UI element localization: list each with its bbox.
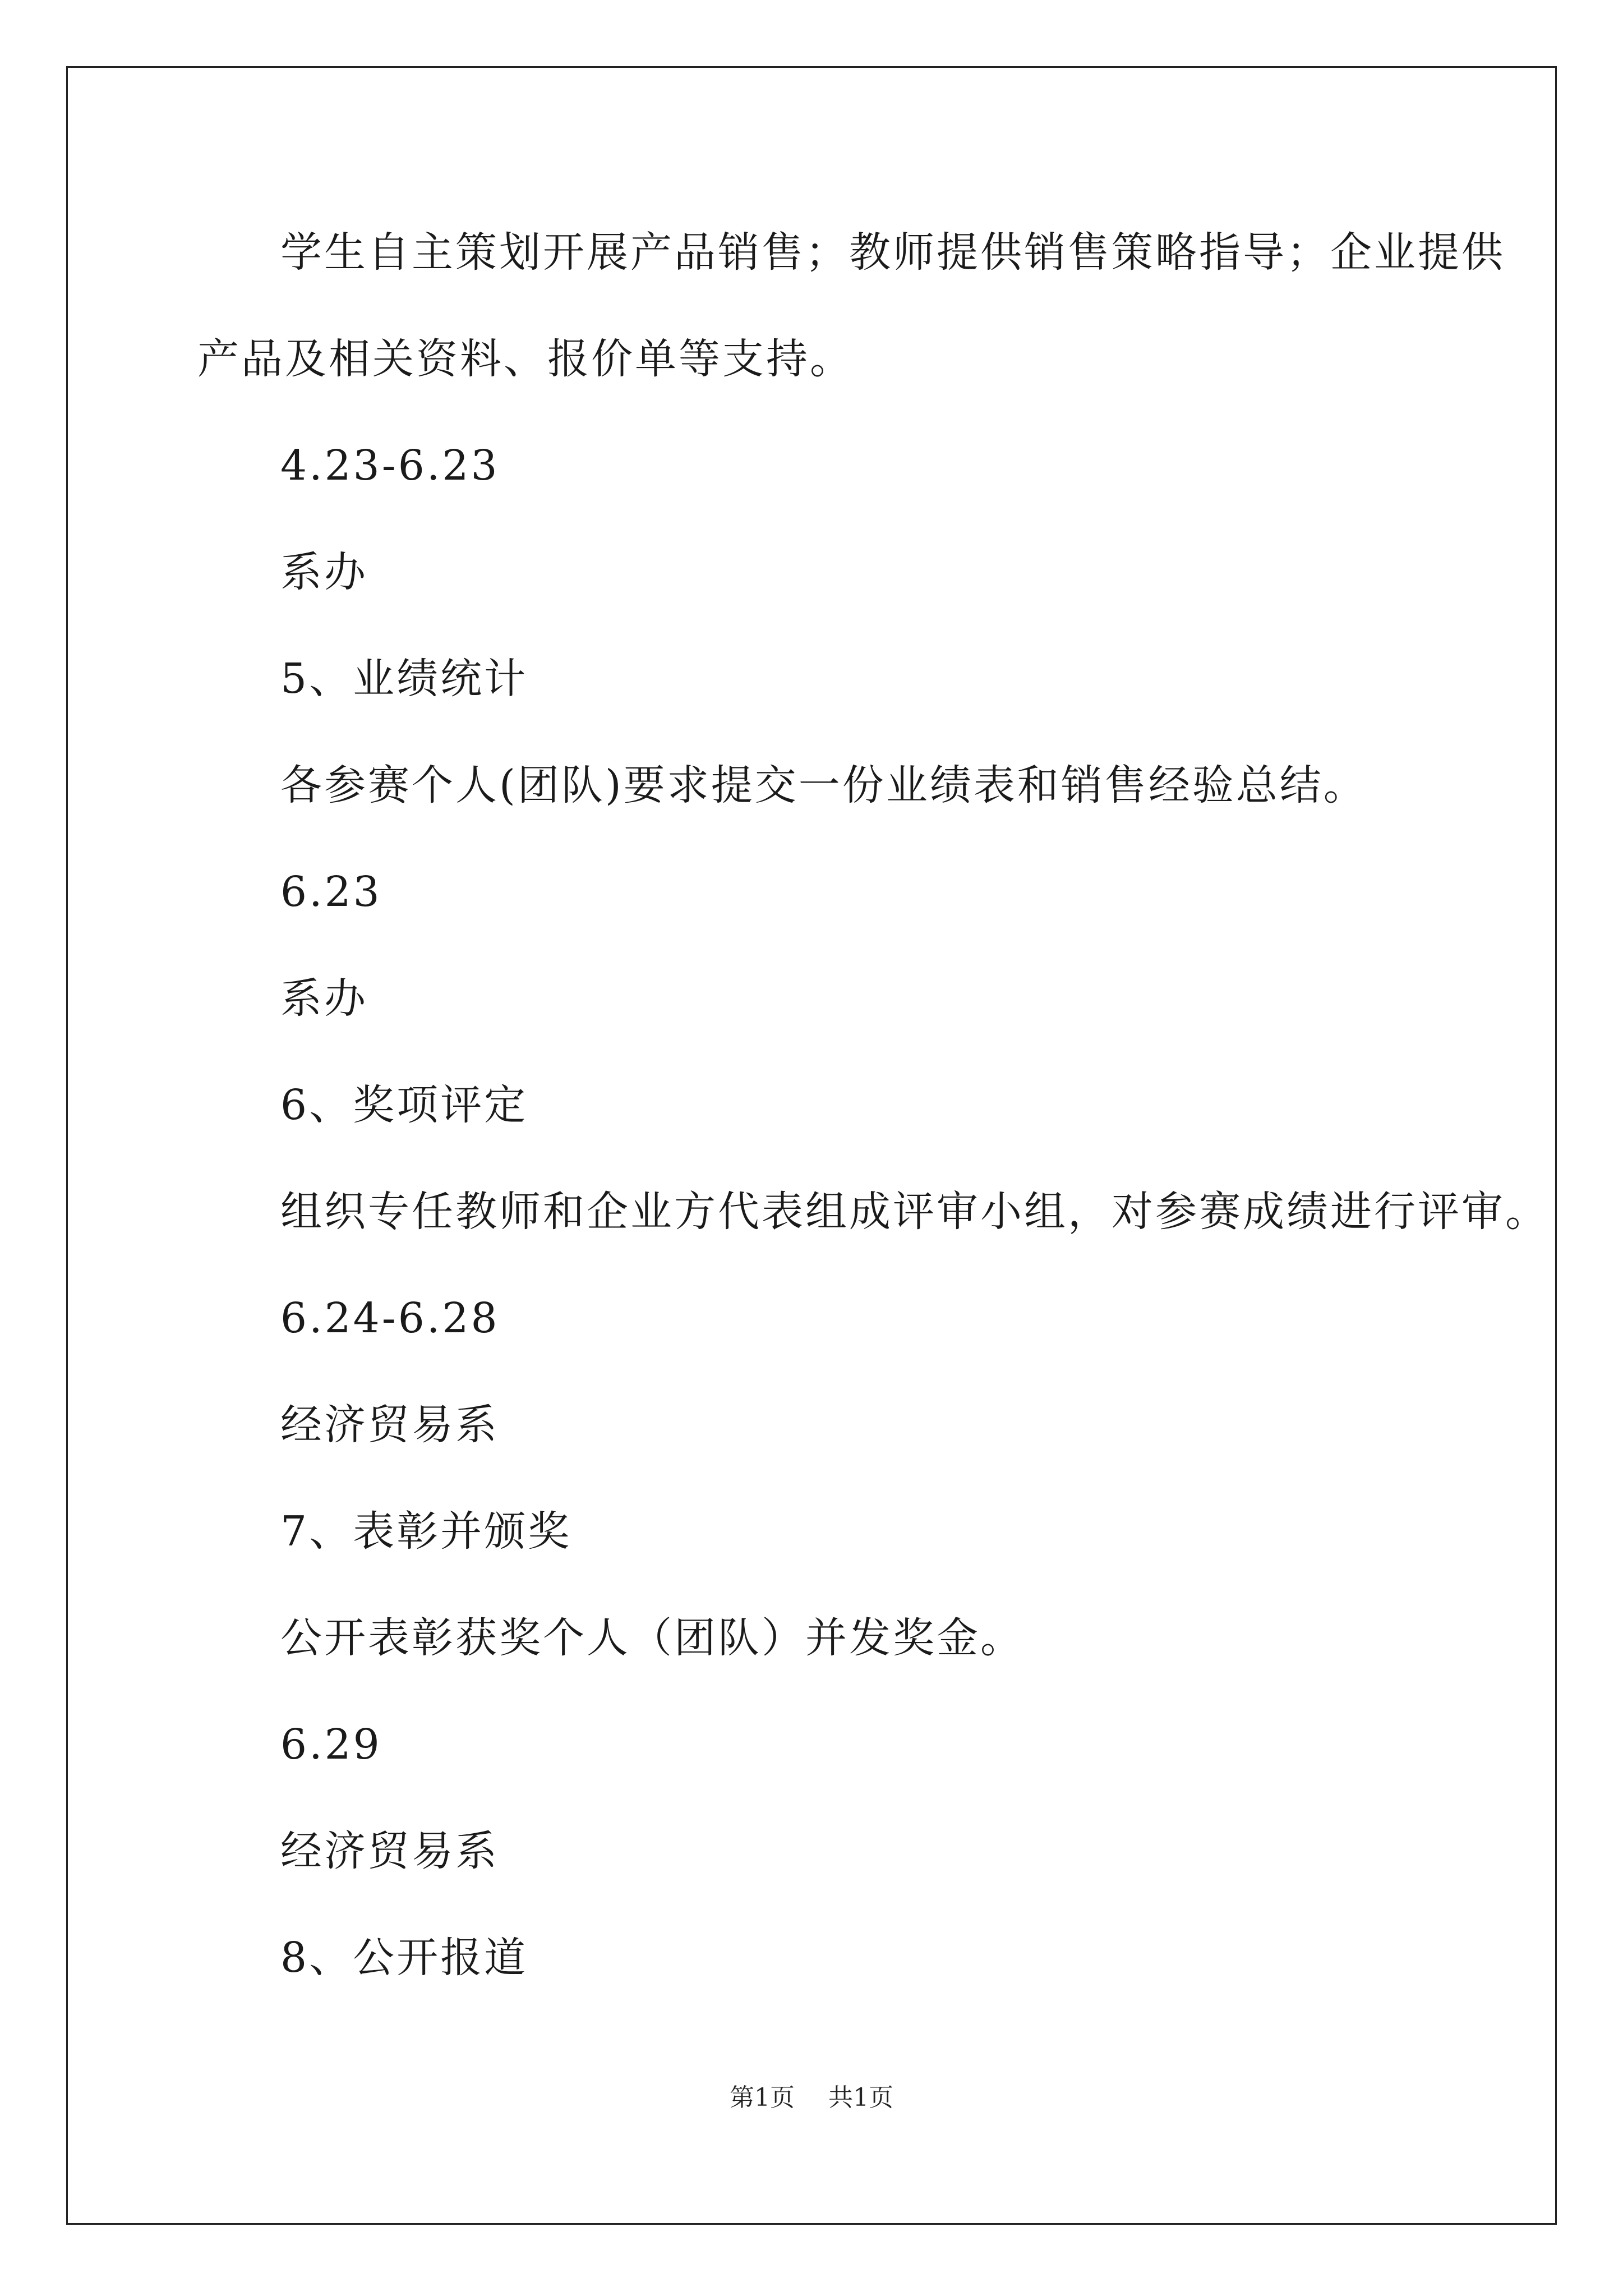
paragraph-line: 公开表彰获奖个人（团队）并发奖金。	[280, 1614, 1024, 1662]
responsible-party: 经济贸易系	[280, 1401, 499, 1449]
date-range: 6.23	[280, 868, 382, 916]
date-range: 6.24-6.28	[280, 1294, 500, 1342]
page-number: 第1页	[730, 2083, 795, 2112]
page-count: 共1页	[828, 2083, 893, 2112]
page-footer	[0, 2081, 1623, 2115]
responsible-party: 系办	[280, 548, 368, 596]
paragraph-line: 组织专任教师和企业方代表组成评审小组，对参赛成绩进行评审。	[280, 1188, 1549, 1236]
responsible-party: 系办	[280, 974, 368, 1023]
section-heading: 5、业绩统计	[280, 655, 528, 703]
section-heading: 8、公开报道	[280, 1934, 528, 1982]
date-range: 6.29	[280, 1720, 382, 1769]
section-heading: 7、表彰并颁奖	[280, 1507, 572, 1556]
section-heading: 6、奖项评定	[280, 1081, 528, 1129]
responsible-party: 经济贸易系	[280, 1827, 499, 1875]
paragraph-line: 学生自主策划开展产品销售；教师提供销售策略指导；企业提供	[280, 228, 1505, 277]
paragraph-line: 各参赛个人(团队)要求提交一份业绩表和销售经验总结。	[280, 761, 1367, 809]
date-range: 4.23-6.23	[280, 441, 500, 490]
paragraph-line: 产品及相关资料、报价单等支持。	[197, 335, 854, 383]
